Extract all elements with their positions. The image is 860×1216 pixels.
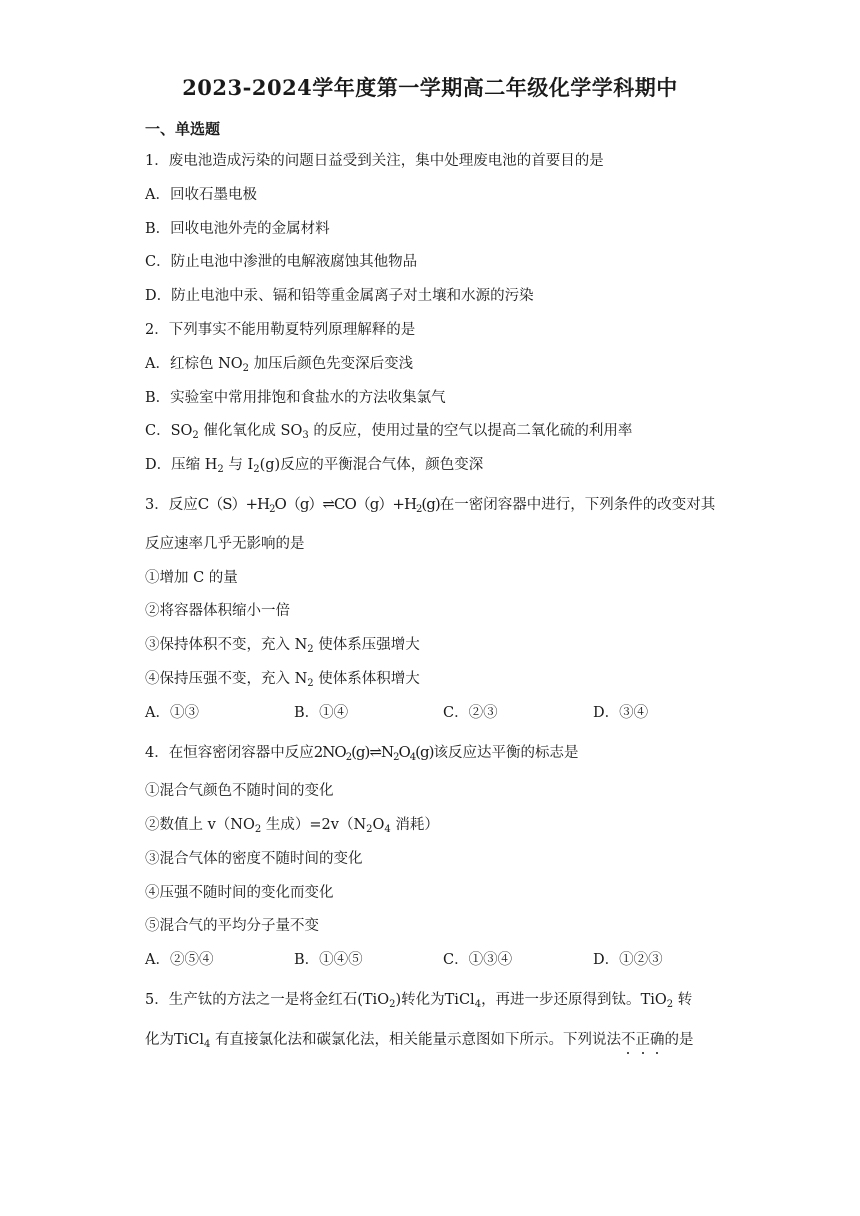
q1-stem: 1．废电池造成污染的问题日益受到关注，集中处理废电池的首要目的是: [145, 153, 604, 169]
q4-option-b: B．①④⑤: [294, 952, 363, 968]
q2-option-d: D．压缩 $H_2$ 与 $I_2(g)$反应的平衡混合气体，颜色变深: [145, 457, 484, 475]
emphasis-dot-icon: [656, 1052, 658, 1054]
q4-option-d: D．①②③: [593, 952, 663, 968]
q4-stem: 4．在恒容密闭容器中反应$2NO_2(g)\rightleftharpoons N_2O_4(g)$该反应达平衡的标志是: [145, 743, 579, 763]
q3-item-1: ①增加 C 的量: [145, 570, 238, 586]
q4-item-2: ②数值上 $v(NO_2$ 生成）$=2v(N_2O_4$ 消耗）: [145, 817, 439, 835]
q3-option-d: D．③④: [593, 705, 649, 721]
q4-item-5: ⑤混合气的平均分子量不变: [145, 918, 319, 934]
q2-option-b: B．实验室中常用排饱和食盐水的方法收集氯气: [145, 390, 446, 406]
equilibrium-arrow-icon: ⇌: [322, 495, 334, 513]
q4-item-4: ④压强不随时间的变化而变化: [145, 885, 334, 901]
q4-item-1: ①混合气颜色不随时间的变化: [145, 783, 334, 799]
section-heading: 一、单选题: [145, 120, 221, 138]
emphasis-dot-icon: [642, 1052, 644, 1054]
q2-option-a: A．红棕色 $NO_2$ 加压后颜色先变深后变浅: [145, 356, 414, 374]
q3-option-a: A．①③: [145, 705, 199, 721]
q1-option-d: D．防止电池中汞、镉和铅等重金属离子对土壤和水源的污染: [145, 288, 534, 304]
q3-item-2: ②将容器体积缩小一倍: [145, 603, 290, 619]
q2-stem: 2．下列事实不能用勒夏特列原理解释的是: [145, 322, 416, 338]
q3-option-c: C．②③: [443, 705, 498, 721]
q4-item-3: ③混合气体的密度不随时间的变化: [145, 851, 363, 867]
page-title: 2023-2024学年度第一学期高二年级化学学科期中: [182, 75, 678, 100]
q5-stem-line1: 5．生产钛的方法之一是将金红石(TiO$_2$)转化为TiCl$_4$，再进一步还原得到钛。TiO$_2$ 转: [145, 992, 693, 1010]
emphasis-dot-icon: [627, 1052, 629, 1054]
emphasis-char: 确: [650, 1032, 665, 1048]
q3-item-4: ④保持压强不变，充入 $N_2$ 使体系体积增大: [145, 671, 420, 689]
q1-option-a: A．回收石墨电极: [145, 187, 257, 203]
q4-option-c: C．①③④: [443, 952, 513, 968]
q4-equation: $2NO_2(g)\rightleftharpoons N_2O_4(g)$: [313, 743, 434, 763]
emphasis-char: 不: [621, 1032, 636, 1048]
q3-option-b: B．①④: [294, 705, 349, 721]
emphasis-char: 正: [636, 1032, 651, 1048]
equilibrium-arrow-icon: ⇌: [369, 743, 381, 761]
q5-stem-line2: 化为TiCl$_4$ 有直接氯化法和碳氯化法，相关能量示意图如下所示。下列说法不 正 确 的是: [145, 1030, 694, 1050]
q3-stem: 3．反应$C(S)+H_2O(g)\rightleftharpoons CO(g)+H_2(g)$在一密闭容器中进行，下列条件的改变对其: [145, 495, 716, 515]
q3-item-3: ③保持体积不变，充入 $N_2$ 使体系压强增大: [145, 637, 420, 655]
q2-option-c: C．$SO_2$ 催化氧化成 $SO_3$ 的反应，使用过量的空气以提高二氧化硫的利用率: [145, 423, 633, 441]
q1-option-b: B．回收电池外壳的金属材料: [145, 221, 330, 237]
q1-option-c: C．防止电池中渗泄的电解液腐蚀其他物品: [145, 254, 418, 270]
q4-option-a: A．②⑤④: [145, 952, 214, 968]
q3-stem-line2: 反应速率几乎无影响的是: [145, 536, 305, 552]
q3-equation: $C(S)+H_2O(g)\rightleftharpoons CO(g)+H_2(g)$: [197, 495, 440, 515]
